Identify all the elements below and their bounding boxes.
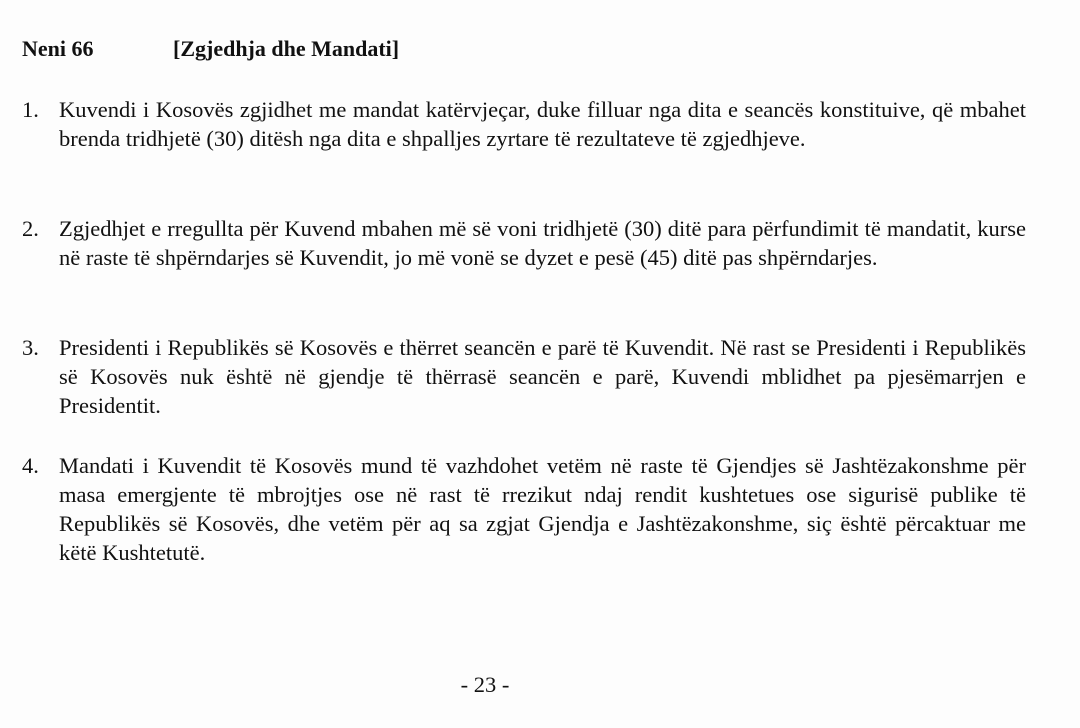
list-item-text: Presidenti i Republikës së Kosovës e thërret seancën e parë të Kuvendit. Në rast se Presidenti i Republikës së Kosovës nuk është në gjendje të thërrasë seancën e parë, Kuvendi mblidhet pa pjesëmarrjen e Presidentit. <box>59 335 1026 418</box>
list-item-number: 4. <box>22 453 39 478</box>
list-item <box>22 214 1026 272</box>
page-number: - 23 - <box>460 672 510 697</box>
list-item <box>22 333 1026 420</box>
list-item-number: 3. <box>22 335 39 360</box>
list-item-number: 2. <box>22 216 39 241</box>
list-item-text: Zgjedhjet e rregullta për Kuvend mbahen më së voni tridhjetë (30) ditë para përfundimit të mandatit, kurse në raste të shpërndarjes së Kuvendit, jo më vonë se dyzet e pesë (45) ditë pas shpërndarjes. <box>59 216 1026 270</box>
list-item-text: Kuvendi i Kosovës zgjidhet me mandat katërvjeçar, duke filluar nga dita e seancës konstituive, që mbahet brenda tridhjetë (30) ditësh nga dita e shpalljes zyrtare të rezultateve të zgjedhjeve. <box>59 97 1026 151</box>
list-item <box>22 451 1026 567</box>
list-item-text: Mandati i Kuvendit të Kosovës mund të vazhdohet vetëm në raste të Gjendjes së Jashtëzakonshme për masa emergjente të mbrojtjes ose në rast të rrezikut ndaj rendit kushtetues ose sigurisë publike të Republikës së Kosovës, dhe vetëm për aq sa zgjat Gjendja e Jashtëzakonshme, siç është përcaktuar me këtë Kushtetutë. <box>59 453 1026 565</box>
list-item-number: 1. <box>22 97 39 122</box>
list-item <box>22 95 1026 153</box>
article-number: Neni 66 <box>22 36 94 61</box>
article-heading <box>22 34 399 64</box>
article-title: [Zgjedhja dhe Mandati] <box>173 36 400 61</box>
